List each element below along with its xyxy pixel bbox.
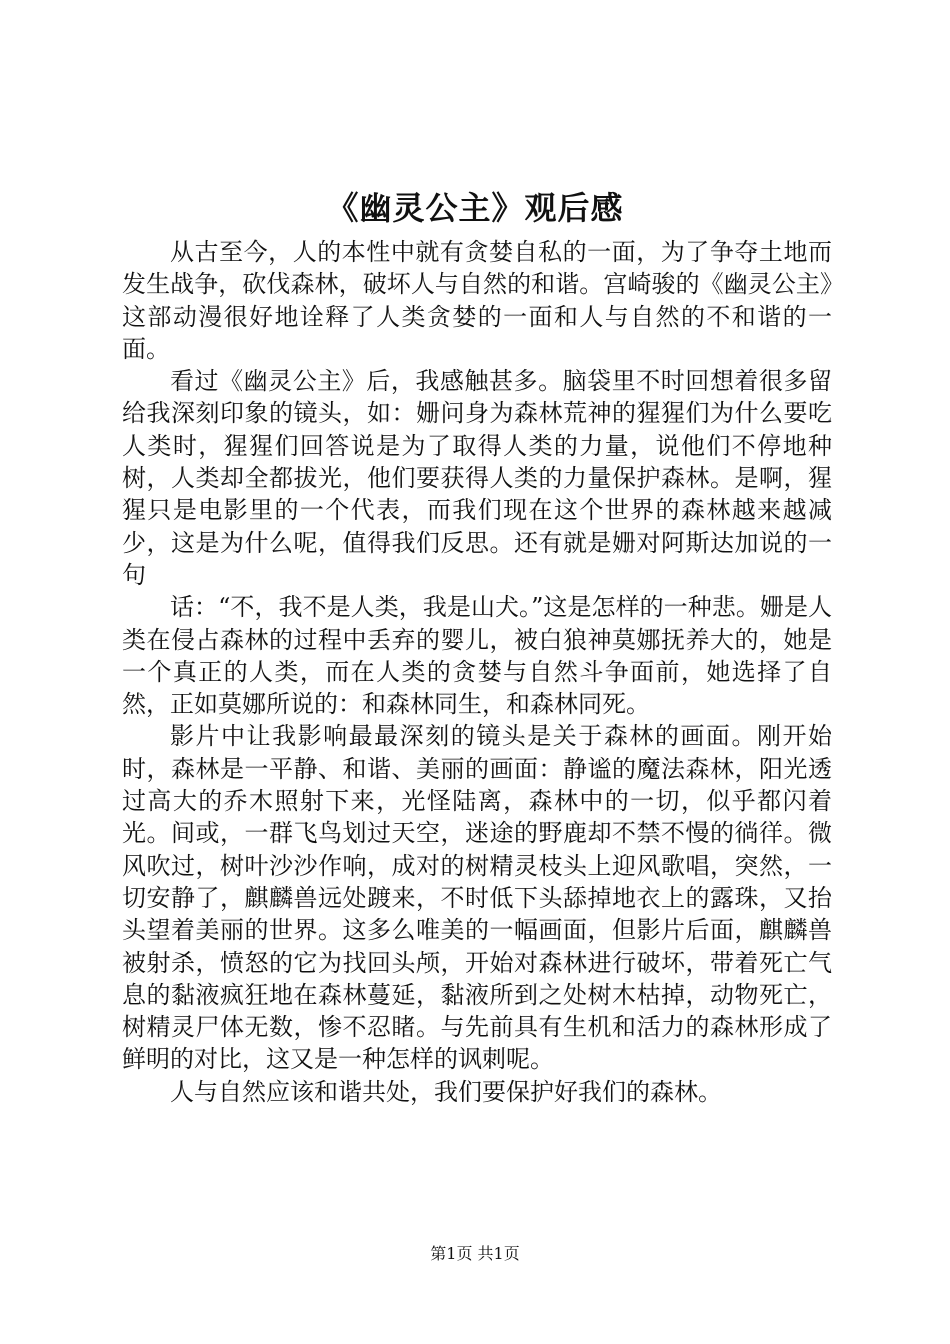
paragraph-1: 从古至今，人的本性中就有贪婪自私的一面，为了争夺土地而发生战争，砍伐森林，破坏人与自然的和谐。宫崎骏的《幽灵公主》这部动漫很好地诠释了人类贪婪的一面和人与自然的不和谐的一面。 (122, 238, 832, 363)
document-body (122, 236, 832, 1108)
page-footer: 第1页 共1页 (430, 1244, 520, 1263)
paragraph-2: 看过《幽灵公主》后，我感触甚多。脑袋里不时回想着很多留给我深刻印象的镜头，如：姗问身为森林荒神的猩猩们为什么要吃人类时，猩猩们回答说是为了取得人类的力量，说他们不停地种树，人类却全都拔光，他们要获得人类的力量保护森林。是啊，猩猩只是电影里的一个代表，而我们现在这个世界的森林越来越减少，这是为什么呢，值得我们反思。还有就是姗对阿斯达加说的一句 (122, 367, 832, 589)
paragraph-5: 人与自然应该和谐共处，我们要保护好我们的森林。 (170, 1077, 722, 1106)
document-title: 《幽灵公主》观后感 (326, 189, 624, 227)
paragraph-3: 话：“不，我不是人类，我是山犬。”这是怎样的一种悲。姗是人类在侵占森林的过程中丢弃的婴儿，被白狼神莫娜抚养大的，她是一个真正的人类，而在人类的贪婪与自然斗争面前，她选择了自然，正如莫娜所说的：和森林同生，和森林同死。 (122, 593, 832, 719)
paragraph-4: 影片中让我影响最最深刻的镜头是关于森林的画面。刚开始时，森林是一平静、和谐、美丽的画面：静谧的魔法森林，阳光透过高大的乔木照射下来，光怪陆离，森林中的一切，似乎都闪着光。间或，一群飞鸟划过天空，迷途的野鹿却不禁不慢的徜徉。微风吹过，树叶沙沙作响，成对的树精灵枝头上迎风歌唱，突然，一切安静了，麒麟兽远处踱来，不时低下头舔掉地衣上的露珠，又抬头望着美丽的世界。这多么唯美的一幅画面，但影片后面，麒麟兽被射杀，愤怒的它为找回头颅，开始对森林进行破坏，带着死亡气息的黏液疯狂地在森林蔓延，黏液所到之处树木枯掉，动物死亡，树精灵尸体无数，惨不忍睹。与先前具有生机和活力的森林形成了鲜明的对比，这又是一种怎样的讽刺呢。 (122, 722, 832, 1074)
